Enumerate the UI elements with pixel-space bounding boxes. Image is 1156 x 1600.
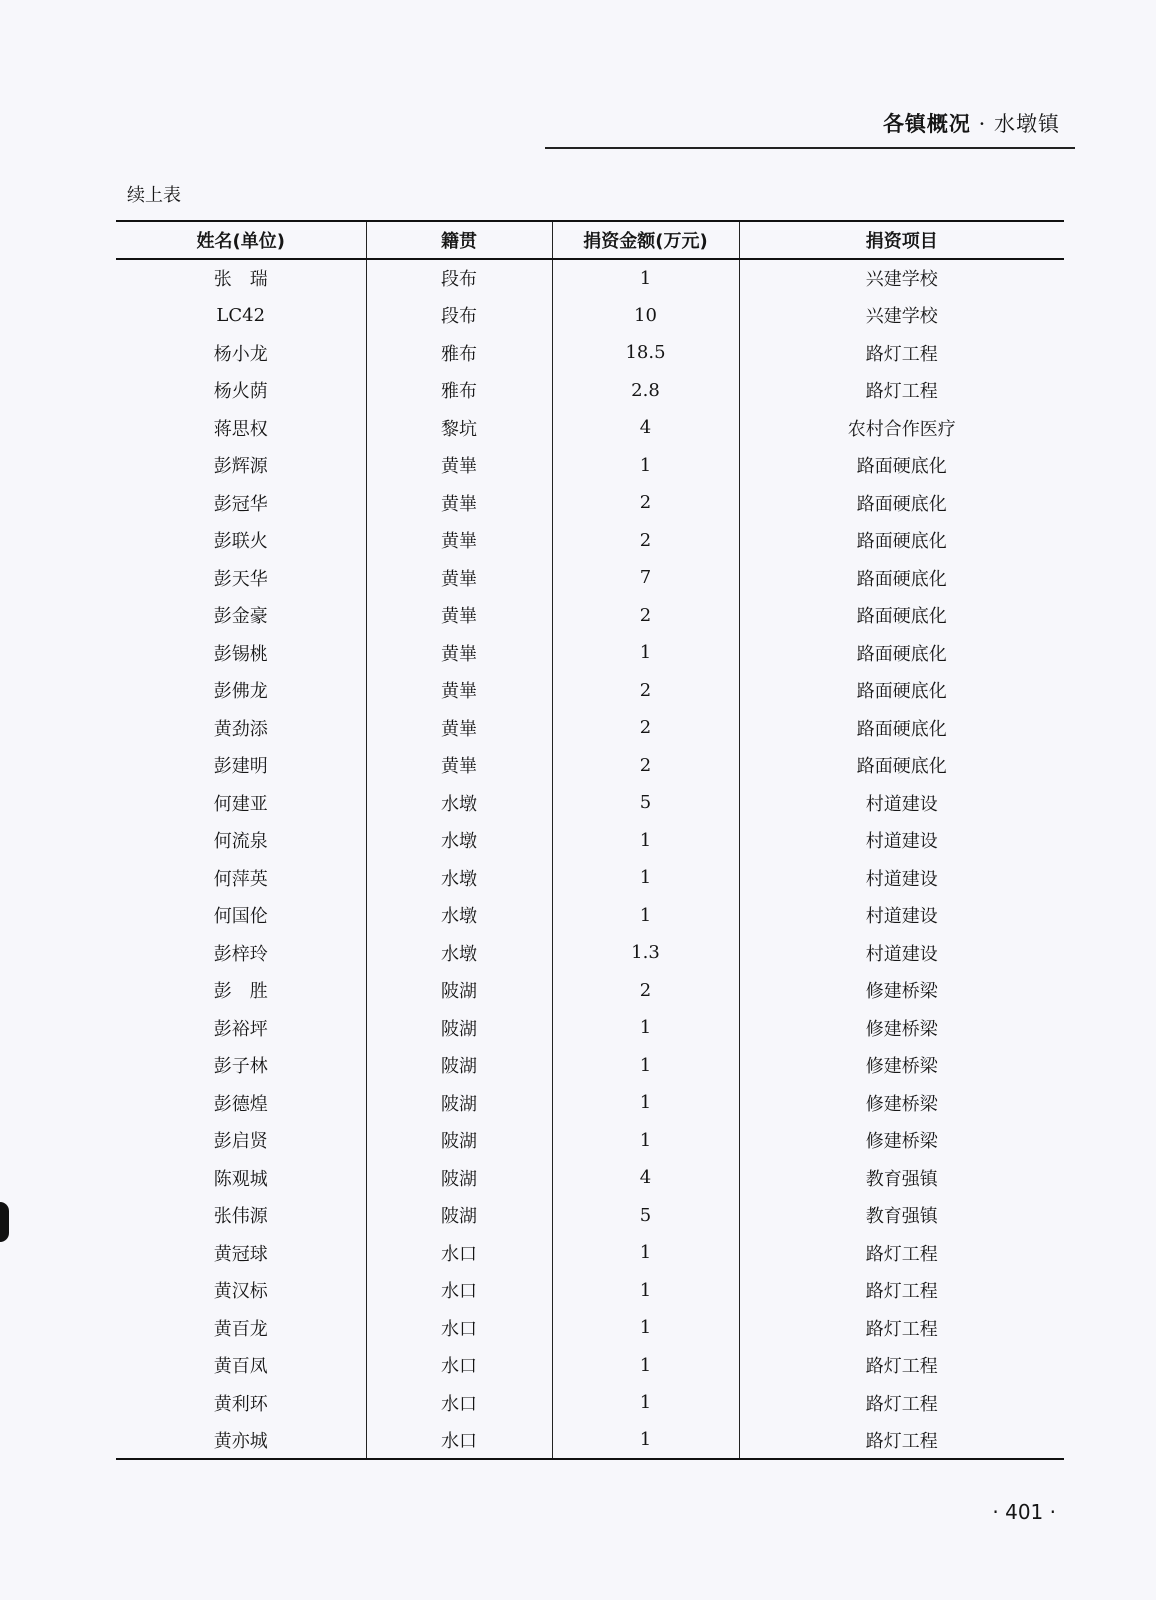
cell-amount: 5 (552, 1197, 739, 1235)
cell-origin: 黄崋 (366, 522, 552, 560)
cell-origin: 水口 (366, 1422, 552, 1460)
cell-amount: 1 (552, 1384, 739, 1422)
cell-amount: 1 (552, 822, 739, 860)
cell-origin: 水口 (366, 1272, 552, 1310)
cell-project: 路面硬底化 (739, 522, 1064, 560)
cell-project: 教育强镇 (739, 1197, 1064, 1235)
table-body (116, 259, 1064, 1459)
cell-project: 路灯工程 (739, 372, 1064, 410)
table-row (116, 1159, 1064, 1197)
running-header (883, 108, 1060, 138)
table-row (116, 484, 1064, 522)
cell-origin: 段布 (366, 259, 552, 297)
cell-amount: 1 (552, 859, 739, 897)
cell-project: 农村合作医疗 (739, 409, 1064, 447)
cell-project: 修建桥梁 (739, 972, 1064, 1010)
cell-origin: 陂湖 (366, 972, 552, 1010)
cell-amount: 2 (552, 522, 739, 560)
cell-amount: 10 (552, 297, 739, 335)
cell-project: 兴建学校 (739, 297, 1064, 335)
cell-origin: 水墩 (366, 897, 552, 935)
cell-origin: 水墩 (366, 822, 552, 860)
table-row (116, 1422, 1064, 1460)
cell-name: 彭金豪 (213, 606, 268, 628)
cell-project: 村道建设 (739, 859, 1064, 897)
cell-name: 杨小龙 (213, 343, 268, 365)
table-row (116, 1122, 1064, 1160)
cell-project: 路面硬底化 (739, 484, 1064, 522)
cell-project: 村道建设 (739, 822, 1064, 860)
cell-name: 杨火荫 (213, 381, 268, 403)
cell-amount: 1 (552, 1084, 739, 1122)
header-rule (545, 147, 1075, 149)
column-header-origin: 籍贯 (366, 221, 552, 259)
cell-amount: 7 (552, 559, 739, 597)
cell-name: 张伟源 (213, 1206, 268, 1228)
table-row (116, 747, 1064, 785)
cell-name: 黄百龙 (213, 1318, 268, 1340)
cell-name: 彭锡桃 (213, 643, 268, 665)
cell-project: 村道建设 (739, 934, 1064, 972)
cell-project: 路灯工程 (739, 1347, 1064, 1385)
cell-amount: 1 (552, 259, 739, 297)
cell-name: 蒋思权 (213, 418, 268, 440)
cell-project: 路面硬底化 (739, 447, 1064, 485)
table-row (116, 784, 1064, 822)
cell-project: 教育强镇 (739, 1159, 1064, 1197)
table-row (116, 634, 1064, 672)
cell-amount: 1 (552, 1009, 739, 1047)
table-row (116, 1309, 1064, 1347)
cell-origin: 水口 (366, 1347, 552, 1385)
page-number: · 401 · (992, 1500, 1056, 1524)
table-row (116, 972, 1064, 1010)
table-row (116, 822, 1064, 860)
cell-project: 路面硬底化 (739, 597, 1064, 635)
cell-origin: 黄崋 (366, 709, 552, 747)
cell-name: 彭建明 (213, 756, 268, 778)
table-row (116, 559, 1064, 597)
cell-name: 彭联火 (213, 531, 268, 553)
cell-project: 路面硬底化 (739, 559, 1064, 597)
table-row (116, 1347, 1064, 1385)
table-row (116, 672, 1064, 710)
table-row (116, 297, 1064, 335)
cell-project: 路面硬底化 (739, 709, 1064, 747)
cell-name: 彭梓玲 (213, 943, 268, 965)
cell-project: 村道建设 (739, 897, 1064, 935)
cell-amount: 1 (552, 1309, 739, 1347)
cell-project: 修建桥梁 (739, 1047, 1064, 1085)
cell-project: 路灯工程 (739, 1272, 1064, 1310)
cell-name: 彭启贤 (213, 1131, 268, 1153)
cell-name: 黄百凤 (213, 1356, 268, 1378)
edge-tab-mark (0, 1202, 9, 1242)
cell-amount: 1 (552, 447, 739, 485)
cell-amount: 1 (552, 1347, 739, 1385)
cell-amount: 2 (552, 747, 739, 785)
cell-origin: 雅布 (366, 372, 552, 410)
cell-amount: 5 (552, 784, 739, 822)
cell-origin: 水口 (366, 1234, 552, 1272)
table-row (116, 1009, 1064, 1047)
cell-origin: 黎坑 (366, 409, 552, 447)
table-row (116, 1234, 1064, 1272)
cell-name: 何流泉 (213, 831, 268, 853)
cell-name: 黄汉标 (213, 1281, 268, 1303)
cell-name: 彭辉源 (213, 456, 268, 478)
cell-name: 何萍英 (213, 868, 268, 890)
cell-amount: 1 (552, 1234, 739, 1272)
cell-name: 彭天华 (213, 568, 268, 590)
table-row (116, 1384, 1064, 1422)
table-row (116, 859, 1064, 897)
cell-name: 何建亚 (213, 793, 268, 815)
header-section: 各镇概况 (882, 112, 971, 136)
cell-project: 路灯工程 (739, 1234, 1064, 1272)
cell-origin: 陂湖 (366, 1159, 552, 1197)
table-row (116, 709, 1064, 747)
cell-amount: 4 (552, 409, 739, 447)
cell-name: 陈观城 (213, 1168, 268, 1190)
column-header-project: 捐资项目 (739, 221, 1064, 259)
cell-origin: 黄崋 (366, 559, 552, 597)
cell-amount: 2 (552, 597, 739, 635)
cell-origin: 水口 (366, 1309, 552, 1347)
cell-project: 修建桥梁 (739, 1084, 1064, 1122)
cell-origin: 水墩 (366, 784, 552, 822)
cell-name: 黄利环 (213, 1393, 268, 1415)
table-row (116, 372, 1064, 410)
table-header-row (116, 221, 1064, 259)
cell-amount: 2 (552, 484, 739, 522)
cell-origin: 黄崋 (366, 747, 552, 785)
table-row (116, 259, 1064, 297)
cell-amount: 1 (552, 1122, 739, 1160)
cell-project: 路灯工程 (739, 1309, 1064, 1347)
header-separator: · (978, 112, 987, 136)
cell-project: 路面硬底化 (739, 672, 1064, 710)
cell-origin: 陂湖 (366, 1084, 552, 1122)
cell-amount: 2.8 (552, 372, 739, 410)
column-header-amount: 捐资金额(万元) (552, 221, 739, 259)
cell-origin: 黄崋 (366, 672, 552, 710)
cell-amount: 2 (552, 972, 739, 1010)
table-row (116, 934, 1064, 972)
cell-origin: 陂湖 (366, 1047, 552, 1085)
table-row (116, 597, 1064, 635)
cell-name: 彭佛龙 (213, 681, 268, 703)
cell-origin: 黄崋 (366, 634, 552, 672)
cell-project: 村道建设 (739, 784, 1064, 822)
table-row (116, 447, 1064, 485)
cell-project: 修建桥梁 (739, 1009, 1064, 1047)
column-header-name: 姓名(单位) (116, 221, 366, 259)
header-town: 水墩镇 (994, 112, 1060, 136)
cell-amount: 1 (552, 1422, 739, 1460)
cell-origin: 水口 (366, 1384, 552, 1422)
cell-name: 彭子林 (213, 1056, 268, 1078)
cell-name: LC42 (216, 304, 266, 326)
cell-project: 路灯工程 (739, 1422, 1064, 1460)
cell-origin: 陂湖 (366, 1197, 552, 1235)
cell-origin: 水墩 (366, 934, 552, 972)
cell-project: 修建桥梁 (739, 1122, 1064, 1160)
continued-label: 续上表 (127, 185, 181, 206)
table-row (116, 897, 1064, 935)
table-row (116, 1197, 1064, 1235)
cell-project: 路灯工程 (739, 334, 1064, 372)
donation-table-wrapper (116, 220, 1064, 1460)
cell-origin: 陂湖 (366, 1122, 552, 1160)
cell-name: 黄亦城 (116, 1422, 366, 1460)
cell-origin: 雅布 (366, 334, 552, 372)
cell-amount: 1 (552, 1272, 739, 1310)
cell-amount: 1 (552, 1047, 739, 1085)
cell-project: 路面硬底化 (739, 747, 1064, 785)
cell-name: 张 瑞 (213, 269, 268, 291)
table-row (116, 1047, 1064, 1085)
cell-project: 路灯工程 (739, 1384, 1064, 1422)
cell-name: 彭德煌 (213, 1093, 268, 1115)
cell-origin: 黄崋 (366, 447, 552, 485)
cell-amount: 2 (552, 709, 739, 747)
cell-origin: 水墩 (366, 859, 552, 897)
cell-origin: 黄崋 (366, 597, 552, 635)
cell-origin: 段布 (366, 297, 552, 335)
cell-name: 彭裕坪 (213, 1018, 268, 1040)
cell-amount: 2 (552, 672, 739, 710)
cell-origin: 黄崋 (366, 484, 552, 522)
cell-project: 兴建学校 (739, 259, 1064, 297)
cell-origin: 陂湖 (366, 1009, 552, 1047)
cell-name: 彭 胜 (213, 981, 268, 1003)
table-row (116, 522, 1064, 560)
cell-name: 黄冠球 (213, 1243, 268, 1265)
cell-amount: 1.3 (552, 934, 739, 972)
cell-name: 何国伦 (213, 906, 268, 928)
cell-amount: 18.5 (552, 334, 739, 372)
cell-amount: 1 (552, 897, 739, 935)
cell-amount: 4 (552, 1159, 739, 1197)
cell-name: 黄劲添 (213, 718, 268, 740)
cell-name: 彭冠华 (213, 493, 268, 515)
table-row (116, 334, 1064, 372)
table-row (116, 1272, 1064, 1310)
cell-amount: 1 (552, 634, 739, 672)
donation-table (116, 220, 1064, 1460)
cell-project: 路面硬底化 (739, 634, 1064, 672)
table-row (116, 409, 1064, 447)
table-row (116, 1084, 1064, 1122)
